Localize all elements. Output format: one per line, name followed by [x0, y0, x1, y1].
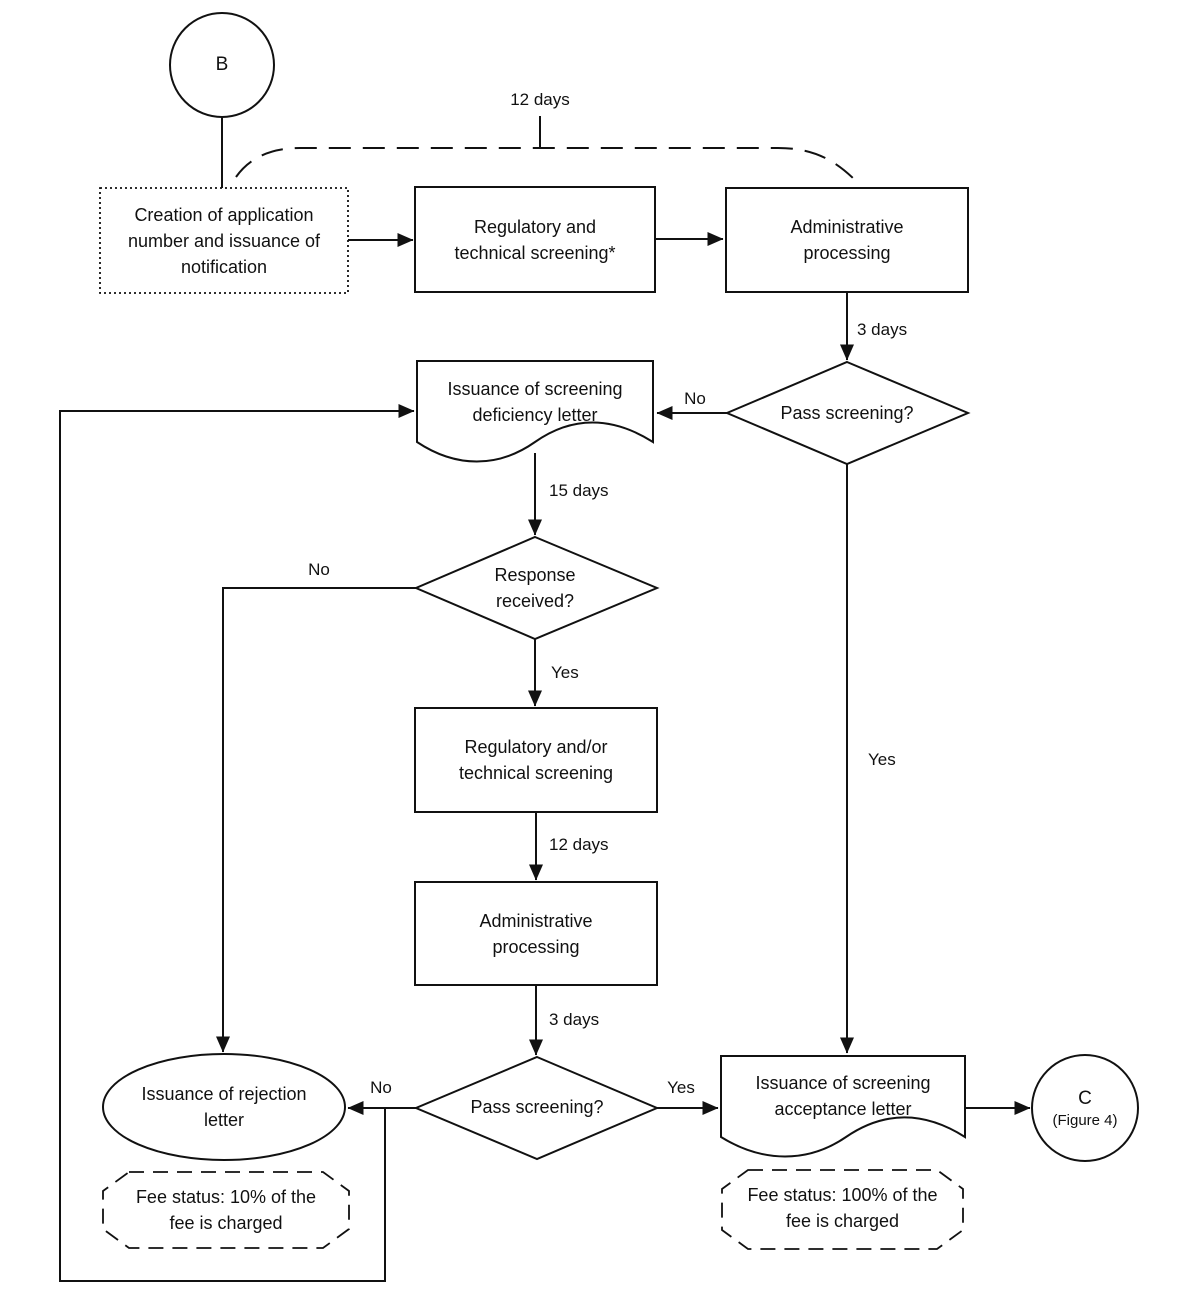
duration-brace-dashed — [236, 148, 856, 181]
label-line: Fee status: 100% of the — [747, 1185, 938, 1205]
label-line: notification — [180, 257, 268, 277]
label-line: processing — [492, 936, 580, 957]
pass-screening-1-node-label: Pass screening? — [780, 403, 914, 423]
deficiency-letter-node-label — [427, 366, 643, 438]
label-line: Administrative — [790, 217, 904, 237]
label-line: received? — [495, 591, 575, 611]
regulatory-screening-node-label — [445, 189, 625, 290]
rejection-letter-node-label — [129, 1059, 319, 1155]
label-line: technical screening — [458, 763, 614, 783]
label-line: C — [1078, 1087, 1092, 1109]
label-line: deficiency letter — [472, 405, 598, 425]
response-received-node-label — [475, 540, 595, 636]
pass-screening-2-node-label: Pass screening? — [470, 1097, 604, 1117]
edge-label-15-days: 15 days — [549, 481, 609, 500]
fee-status-rejection-label — [109, 1176, 343, 1244]
label-line: Fee status: 10% of the — [135, 1187, 317, 1207]
edge-label-response-yes: Yes — [551, 663, 579, 682]
admin-processing-2-node-label — [460, 884, 612, 983]
admin-processing-1-node-label — [771, 190, 923, 290]
label-line: Response — [494, 565, 576, 585]
acceptance-letter-node-label — [735, 1060, 951, 1132]
label-line: Creation of application — [134, 205, 314, 225]
edge-label-pass1-no: No — [684, 389, 706, 408]
label-line: letter — [203, 1110, 245, 1130]
edge-label-3-days-2: 3 days — [549, 1010, 600, 1029]
edge-label-pass1-yes: Yes — [868, 750, 896, 769]
label-line: processing — [803, 243, 891, 263]
connector-c-label — [1035, 1077, 1135, 1139]
creation-node-label — [104, 192, 344, 290]
label-line: (Figure 4) — [1052, 1111, 1118, 1129]
label-line: Regulatory and/or — [464, 737, 608, 757]
fee-status-acceptance-label — [727, 1174, 958, 1242]
label-line: number and issuance of — [127, 231, 321, 251]
label-line: fee is charged — [785, 1211, 900, 1231]
label-line: Issuance of screening — [755, 1073, 931, 1093]
edge-label-response-no: No — [308, 560, 330, 579]
label-line: Administrative — [479, 910, 593, 931]
label-line: Regulatory and — [473, 216, 597, 237]
edge-label-pass2-no: No — [370, 1078, 392, 1097]
edge-label-3-days-1: 3 days — [857, 320, 908, 339]
arrow-response-no — [223, 588, 416, 1052]
label-line: Issuance of rejection — [141, 1084, 307, 1104]
label-line: Issuance of screening — [447, 379, 623, 399]
edge-label-12-days-mid: 12 days — [549, 835, 609, 854]
edge-label-pass2-yes: Yes — [667, 1078, 695, 1097]
label-line: technical screening* — [454, 242, 616, 263]
label-line: acceptance letter — [774, 1099, 912, 1119]
label-line: fee is charged — [169, 1213, 283, 1233]
regulatory-andor-screening-node-label — [436, 710, 636, 810]
edge-label-overall-duration: 12 days — [510, 90, 570, 109]
connector-b-label: B — [215, 54, 229, 75]
